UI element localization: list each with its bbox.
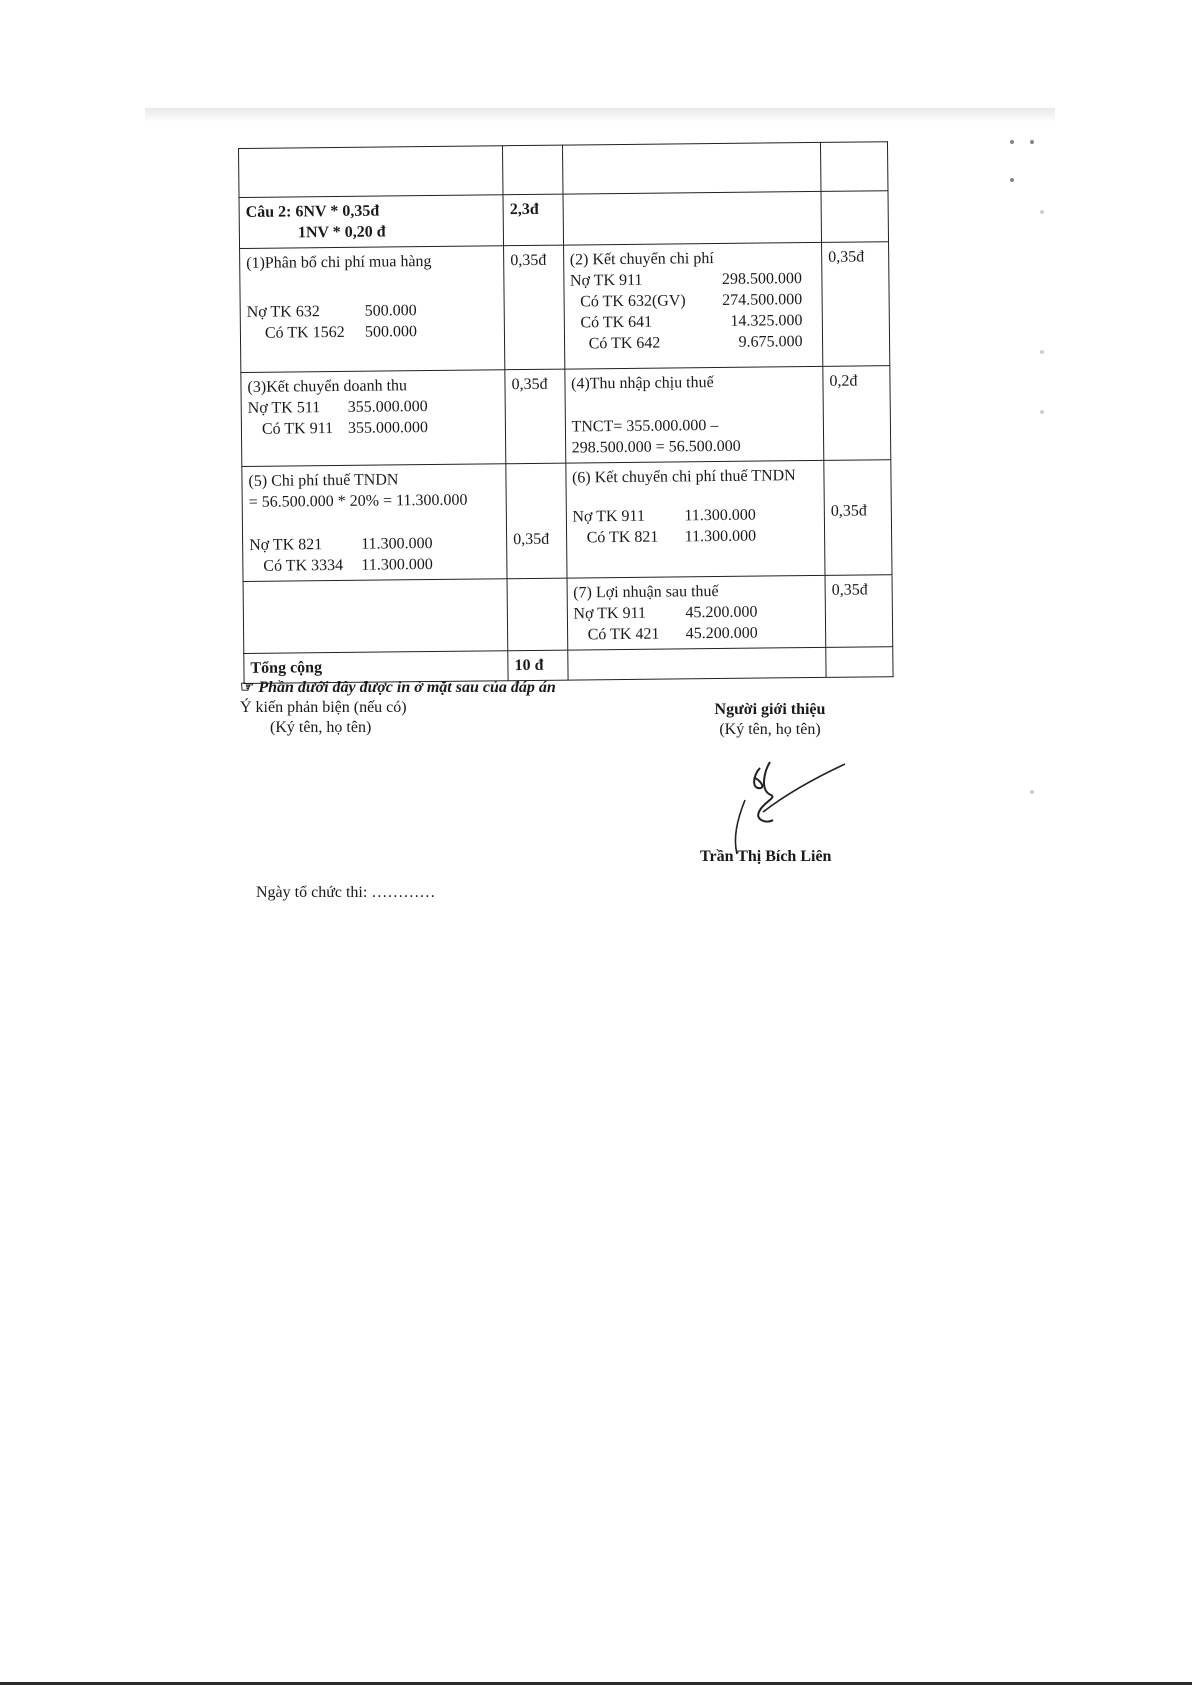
entry-title: (3)Kết chuyển doanh thu	[247, 377, 408, 396]
presenter-label: Người giới thiệu	[714, 701, 826, 718]
entry-score: 0,35đ	[505, 369, 565, 464]
entry-score: 0,35đ	[824, 460, 892, 576]
table-cell	[821, 191, 888, 243]
entry-line: Có TK 632(GV) 274.500.000	[580, 291, 803, 311]
table-cell	[503, 145, 563, 195]
scan-speck	[1010, 178, 1014, 182]
entry-line: Có TK 1562 500.000	[264, 323, 418, 342]
entry-score: 0,35đ	[504, 245, 565, 370]
answer-table	[238, 141, 894, 684]
presenter-block	[680, 700, 860, 740]
entry-cell-5	[242, 464, 507, 582]
table-cell	[563, 191, 822, 245]
scan-speck	[1010, 140, 1014, 144]
exam-date-line: Ngày tổ chức thi: …………	[256, 884, 436, 901]
entry-cell-1	[240, 246, 505, 373]
entry-title: (1)Phân bổ chi phí mua hàng	[246, 252, 432, 272]
table-cell	[567, 647, 826, 680]
entry-score: 0,35đ	[822, 242, 890, 367]
table-cell	[821, 142, 888, 192]
entry-line: Có TK 421 45.200.000	[587, 624, 758, 644]
formula-line: 298.500.000 = 56.500.000	[571, 437, 741, 457]
entry-score: 0,35đ	[506, 463, 567, 579]
total-label: Tổng cộng	[244, 651, 508, 684]
formula-line: = 56.500.000 * 20% = 11.300.000	[248, 491, 468, 511]
question-label-2: 1NV * 0,20 đ	[297, 223, 386, 242]
table-row	[243, 575, 893, 654]
entry-line: Có TK 3334 11.300.000	[263, 555, 433, 575]
table-row	[242, 460, 892, 582]
table-row	[241, 366, 891, 467]
entry-line: Nợ TK 911 11.300.000	[572, 506, 756, 526]
entry-line: Nợ TK 821 11.300.000	[249, 534, 433, 554]
reviewer-sign-hint: (Ký tên, họ tên)	[270, 719, 372, 736]
entry-line: Nợ TK 911 298.500.000	[569, 270, 803, 290]
scan-speck	[1040, 410, 1044, 414]
back-side-note: ☞ Phần dưới đây được in ở mặt sau của đáp án	[240, 679, 556, 696]
table-row	[239, 191, 888, 249]
reviewer-label: Ý kiến phản biện (nếu có)	[240, 699, 407, 716]
entry-cell-6	[565, 460, 825, 578]
reviewer-block	[240, 678, 556, 738]
entry-line: Có TK 642 9.675.000	[588, 333, 803, 353]
entry-line: Nợ TK 911 45.200.000	[573, 603, 758, 623]
entry-cell-2	[563, 242, 823, 369]
presenter-name: Trần Thị Bích Liên	[700, 848, 832, 865]
entry-score: 0,35đ	[825, 575, 893, 648]
handwritten-signature	[715, 750, 855, 860]
entry-line: Có TK 911 355.000.000	[261, 419, 429, 438]
entry-title: (5) Chi phí thuế TNDN	[248, 471, 399, 490]
table-row	[239, 142, 888, 198]
entry-cell-4	[564, 366, 823, 463]
table-cell	[562, 142, 821, 194]
scan-edge-shadow	[145, 108, 1055, 122]
table-cell	[826, 647, 893, 678]
entry-line: Nợ TK 511 355.000.000	[247, 398, 428, 417]
entry-cell-7	[567, 575, 826, 650]
entry-title: (4)Thu nhập chịu thuế	[570, 374, 714, 393]
entry-title: (6) Kết chuyển chi phí thuế TNDN	[571, 467, 796, 487]
scan-speck	[1040, 350, 1044, 354]
entry-title: (7) Lợi nhuận sau thuế	[573, 582, 719, 602]
entry-cell-3	[241, 370, 506, 467]
answer-table-sheet	[238, 141, 894, 684]
question-label: Câu 2: 6NV * 0,35đ	[245, 202, 380, 221]
entry-line: Nợ TK 632 500.000	[246, 302, 417, 321]
question-header-cell	[239, 195, 504, 249]
entry-score: 0,2đ	[823, 366, 891, 461]
scan-speck	[1040, 210, 1044, 214]
total-score: 10 đ	[508, 650, 568, 681]
table-cell	[239, 146, 504, 198]
presenter-sign-hint: (Ký tên, họ tên)	[719, 721, 821, 738]
scan-speck	[1030, 140, 1034, 144]
table-row	[240, 242, 890, 373]
entry-line: Có TK 641 14.325.000	[580, 312, 803, 332]
entry-title: (2) Kết chuyển chi phí	[569, 250, 714, 269]
table-cell	[507, 578, 567, 651]
table-cell	[243, 579, 508, 654]
question-score: 2,3đ	[503, 194, 563, 246]
entry-line: Có TK 821 11.300.000	[586, 527, 757, 547]
scan-speck	[1030, 790, 1034, 794]
pointing-hand-icon: ☞	[240, 679, 255, 696]
formula-line: TNCT= 355.000.000 –	[571, 416, 719, 436]
